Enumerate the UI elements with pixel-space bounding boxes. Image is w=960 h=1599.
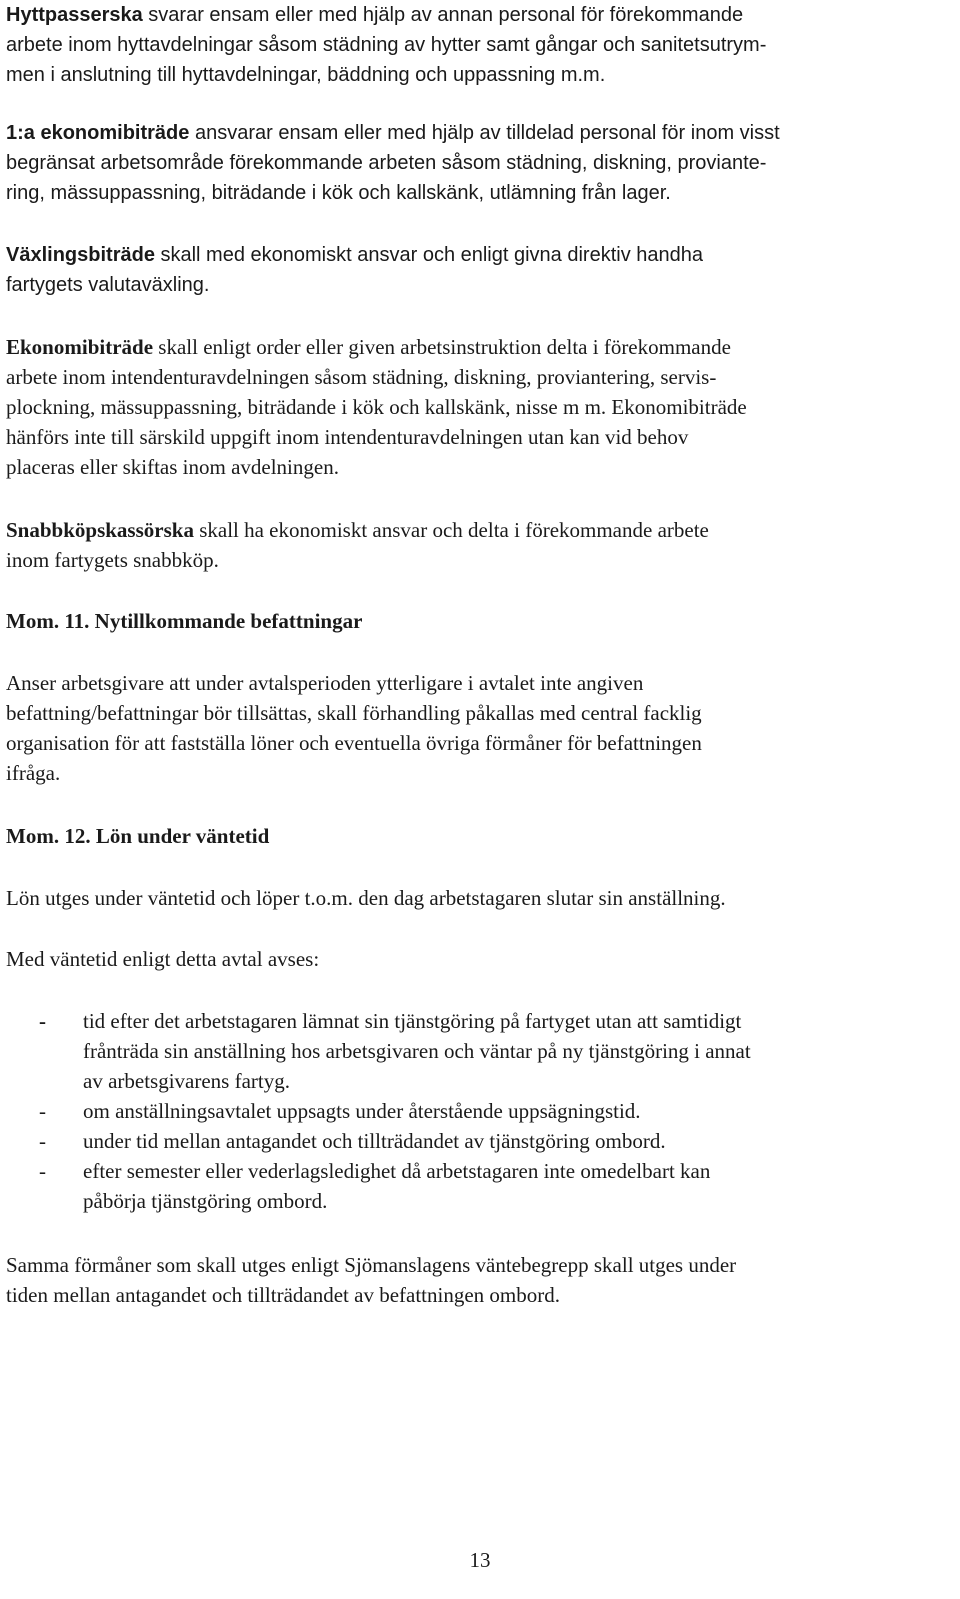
- text-line: Ekonomibiträde skall enligt order eller given arbetsinstruktion delta i förekommande: [6, 335, 731, 359]
- list-item: [6, 1006, 946, 1096]
- vantetid-list: [6, 1006, 946, 1216]
- term-vaxlingsbitrade: Växlingsbiträde: [6, 244, 155, 266]
- text-line: av arbetsgivarens fartyg.: [83, 1069, 290, 1093]
- text-line: befattning/befattningar bör tillsättas, skall förhandling påkallas med central facklig: [6, 701, 702, 725]
- paragraph-nytillkommande: [6, 668, 702, 788]
- text-line: efter semester eller vederlagsledighet då arbetstagaren inte omedelbart kan: [83, 1159, 711, 1183]
- list-item: [6, 1156, 946, 1216]
- text-line: ifråga.: [6, 761, 61, 785]
- text-line: Samma förmåner som skall utges enligt Sjömanslagens väntebegrepp skall utges under: [6, 1253, 737, 1277]
- paragraph-lon-utges: Lön utges under väntetid och löper t.o.m. den dag arbetstagaren slutar sin anställning.: [6, 886, 726, 910]
- text-line: 1:a ekonomibiträde ansvarar ensam eller med hjälp av tilldelad personal för inom visst: [6, 122, 780, 144]
- paragraph-1a-ekonomibitrade: [6, 118, 780, 208]
- text-line: Anser arbetsgivare att under avtalsperioden ytterligare i avtalet inte angiven: [6, 671, 644, 695]
- text-line: Hyttpasserska svarar ensam eller med hjälp av annan personal för förekommande: [6, 4, 744, 26]
- text-line: tiden mellan antagandet och tillträdandet av befattningen ombord.: [6, 1283, 560, 1307]
- paragraph-snabbkopskassorska: [6, 515, 709, 575]
- text-line: Växlingsbiträde skall med ekonomiskt ansvar och enligt givna direktiv handha: [6, 244, 704, 266]
- text-line: inom fartygets snabbköp.: [6, 548, 219, 572]
- list-dash: -: [39, 1009, 46, 1033]
- list-dash: -: [39, 1159, 46, 1183]
- list-item: [6, 1126, 946, 1156]
- text-line: tid efter det arbetstagaren lämnat sin tjänstgöring på fartyget utan att samtidigt: [83, 1009, 742, 1033]
- text-line: begränsat arbetsområde förekommande arbeten såsom städning, diskning, proviante-: [6, 152, 767, 174]
- paragraph-hyttpasserska: [6, 0, 766, 90]
- text-line: påbörja tjänstgöring ombord.: [83, 1189, 328, 1213]
- paragraph-ekonomibitrade: [6, 332, 747, 482]
- page-number: 13: [469, 1548, 491, 1572]
- text-line: fartygets valutaväxling.: [6, 274, 210, 296]
- list-dash: -: [39, 1129, 46, 1153]
- section-heading-mom-11: Mom. 11. Nytillkommande befattningar: [6, 609, 363, 633]
- text-line: organisation för att fastställa löner och eventuella övriga förmåner för befattningen: [6, 731, 702, 755]
- text-line: Snabbköpskassörska skall ha ekonomiskt ansvar och delta i förekommande arbete: [6, 518, 709, 542]
- text-line: arbete inom hyttavdelningar såsom städning av hytter samt gångar och sanitetsutrym-: [6, 34, 767, 56]
- text-line: om anställningsavtalet uppsagts under återstående uppsägningstid.: [83, 1099, 641, 1123]
- text-line: frånträda sin anställning hos arbetsgivaren och väntar på ny tjänstgöring i annat: [83, 1039, 751, 1063]
- list-item: [6, 1096, 946, 1126]
- text-line: ring, mässuppassning, biträdande i kök och kallskänk, utlämning från lager.: [6, 182, 671, 204]
- term-1a-ekonomibitrade: 1:a ekonomibiträde: [6, 122, 190, 144]
- list-dash: -: [39, 1099, 46, 1123]
- text-line: under tid mellan antagandet och tillträdandet av tjänstgöring ombord.: [83, 1129, 666, 1153]
- paragraph-vaxlingsbitrade: [6, 240, 703, 300]
- section-heading-mom-12: Mom. 12. Lön under väntetid: [6, 824, 270, 848]
- text-line: hänförs inte till särskild uppgift inom intendenturavdelningen utan kan vid behov: [6, 425, 689, 449]
- paragraph-samma-formaner: [6, 1250, 736, 1310]
- text-line: placeras eller skiftas inom avdelningen.: [6, 455, 339, 479]
- term-snabbkopskassorska: Snabbköpskassörska: [6, 518, 194, 542]
- text-line: plockning, mässuppassning, biträdande i kök och kallskänk, nisse m m. Ekonomibiträde: [6, 395, 747, 419]
- paragraph-med-vantetid: Med väntetid enligt detta avtal avses:: [6, 947, 320, 971]
- term-hyttpasserska: Hyttpasserska: [6, 4, 143, 26]
- term-ekonomibitrade: Ekonomibiträde: [6, 335, 154, 359]
- text-line: arbete inom intendenturavdelningen såsom städning, diskning, proviantering, servis-: [6, 365, 717, 389]
- text-line: men i anslutning till hyttavdelningar, bäddning och uppassning m.m.: [6, 64, 606, 86]
